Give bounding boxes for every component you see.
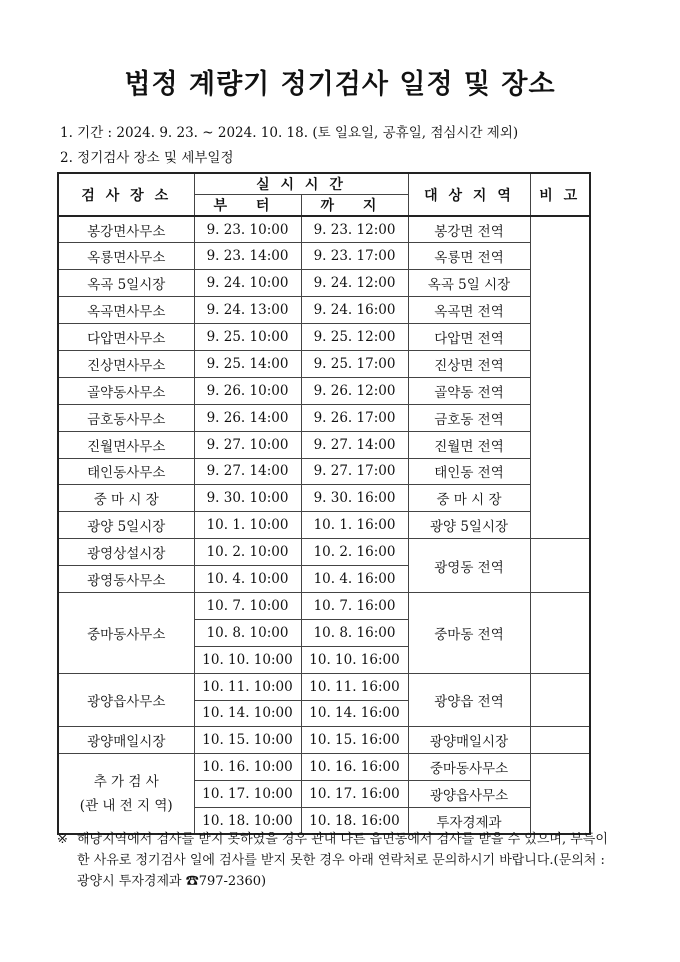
area-cell: 진월면 전역 (408, 431, 530, 458)
from-cell: 10. 7. 10:00 (194, 592, 301, 619)
place-cell: 중 마 시 장 (58, 485, 194, 512)
from-cell: 9. 30. 10:00 (194, 485, 301, 512)
place-cell: 광영동사무소 (58, 566, 194, 593)
table-row (58, 592, 590, 619)
area-cell: 금호동 전역 (408, 404, 530, 431)
place-cell: 옥곡면사무소 (58, 297, 194, 324)
note-cell (530, 673, 590, 727)
from-cell: 9. 23. 14:00 (194, 243, 301, 270)
note-cell (530, 592, 590, 673)
area-cell: 옥곡면 전역 (408, 297, 530, 324)
table-row (58, 404, 590, 431)
footnote-text: 해당지역에서 검사를 받지 못하였을 경우 관내 다른 읍면동에서 검사를 받을 수 있으며, 부득이한 사유로 정기검사 일에 검사를 받지 못한 경우 아래 연락처로 문의하시기 바랍니다.(문의처 : 광양시 투자경제과 ☎797-2360) (77, 832, 608, 889)
header-from: 부 터 (194, 195, 301, 217)
from-cell: 10. 17. 10:00 (194, 781, 301, 808)
footnote (57, 829, 617, 892)
table-row (58, 673, 590, 700)
from-cell: 9. 27. 14:00 (194, 458, 301, 485)
area-cell: 광양 5일시장 (408, 512, 530, 539)
page-title: 법정 계량기 정기검사 일정 및 장소 (124, 69, 556, 100)
area-cell: 봉강면 전역 (408, 216, 530, 243)
from-cell: 9. 27. 10:00 (194, 431, 301, 458)
from-cell: 10. 2. 10:00 (194, 539, 301, 566)
place-cell: 광양매일시장 (58, 727, 194, 754)
table-row (58, 431, 590, 458)
table-row (58, 270, 590, 297)
from-cell: 9. 25. 10:00 (194, 324, 301, 351)
to-cell: 9. 27. 17:00 (301, 458, 408, 485)
table-row (58, 539, 590, 566)
from-cell: 9. 24. 10:00 (194, 270, 301, 297)
from-cell: 10. 11. 10:00 (194, 673, 301, 700)
table-row (58, 243, 590, 270)
from-cell: 9. 26. 14:00 (194, 404, 301, 431)
area-cell: 진상면 전역 (408, 350, 530, 377)
to-cell: 10. 16. 16:00 (301, 754, 408, 781)
place-cell: 옥곡 5일시장 (58, 270, 194, 297)
place-cell: 광영상설시장 (58, 539, 194, 566)
place-cell: 다압면사무소 (58, 324, 194, 351)
table-row (58, 377, 590, 404)
from-cell: 10. 8. 10:00 (194, 619, 301, 646)
header-row (58, 173, 590, 195)
to-cell: 10. 11. 16:00 (301, 673, 408, 700)
place-cell: 태인동사무소 (58, 458, 194, 485)
from-cell: 9. 24. 13:00 (194, 297, 301, 324)
from-cell: 10. 18. 10:00 (194, 808, 301, 835)
from-cell: 9. 23. 10:00 (194, 216, 301, 243)
reference-mark: ※ (57, 832, 68, 847)
to-cell: 9. 26. 12:00 (301, 377, 408, 404)
table-row (58, 512, 590, 539)
to-cell: 9. 25. 17:00 (301, 350, 408, 377)
schedule-table (57, 172, 591, 835)
extra-label: 추 가 검 사 (93, 773, 159, 790)
area-cell: 중 마 시 장 (408, 485, 530, 512)
place-cell: 중마동사무소 (58, 592, 194, 673)
to-cell: 9. 25. 12:00 (301, 324, 408, 351)
area-cell: 광양매일시장 (408, 727, 530, 754)
note-cell (530, 754, 590, 835)
note-cell (530, 539, 590, 593)
header-schedule: 실 시 시 간 (194, 173, 408, 195)
area-cell: 중마동사무소 (408, 754, 530, 781)
area-cell: 태인동 전역 (408, 458, 530, 485)
to-cell: 9. 24. 12:00 (301, 270, 408, 297)
place-cell: 골약동사무소 (58, 377, 194, 404)
table-row (58, 216, 590, 243)
header-place: 검 사 장 소 (58, 173, 194, 216)
to-cell: 10. 10. 16:00 (301, 646, 408, 673)
area-cell: 광양읍 전역 (408, 673, 530, 727)
area-cell: 중마동 전역 (408, 592, 530, 673)
to-cell: 9. 24. 16:00 (301, 297, 408, 324)
place-cell: 진월면사무소 (58, 431, 194, 458)
table-row (58, 458, 590, 485)
area-cell: 골약동 전역 (408, 377, 530, 404)
from-cell: 10. 10. 10:00 (194, 646, 301, 673)
to-cell: 10. 8. 16:00 (301, 619, 408, 646)
note-cell (530, 727, 590, 754)
to-cell: 10. 14. 16:00 (301, 700, 408, 727)
from-cell: 10. 4. 10:00 (194, 566, 301, 593)
to-cell: 10. 7. 16:00 (301, 592, 408, 619)
place-cell: 금호동사무소 (58, 404, 194, 431)
to-cell: 10. 18. 16:00 (301, 808, 408, 835)
place-cell-extra (58, 754, 194, 835)
area-cell: 옥룡면 전역 (408, 243, 530, 270)
to-cell: 9. 23. 12:00 (301, 216, 408, 243)
table-row (58, 350, 590, 377)
note-cell (530, 216, 590, 539)
area-cell: 옥곡 5일 시장 (408, 270, 530, 297)
place-cell: 봉강면사무소 (58, 216, 194, 243)
table-row (58, 324, 590, 351)
inspection-period: 1. 기간 : 2024. 9. 23. ~ 2024. 10. 18. (토 일요일, 공휴일, 점심시간 제외) (60, 125, 519, 141)
to-cell: 10. 15. 16:00 (301, 727, 408, 754)
section-heading: 2. 정기검사 장소 및 세부일정 (60, 150, 234, 166)
header-note: 비 고 (530, 173, 590, 216)
to-cell: 10. 4. 16:00 (301, 566, 408, 593)
table-row (58, 485, 590, 512)
table-row (58, 297, 590, 324)
place-cell: 옥룡면사무소 (58, 243, 194, 270)
from-cell: 10. 14. 10:00 (194, 700, 301, 727)
to-cell: 10. 17. 16:00 (301, 781, 408, 808)
from-cell: 10. 16. 10:00 (194, 754, 301, 781)
place-cell: 광양 5일시장 (58, 512, 194, 539)
area-cell: 투자경제과 (408, 808, 530, 835)
from-cell: 9. 26. 10:00 (194, 377, 301, 404)
header-area: 대 상 지 역 (408, 173, 530, 216)
extra-sublabel: (관 내 전 지 역) (79, 797, 173, 814)
to-cell: 9. 26. 17:00 (301, 404, 408, 431)
to-cell: 9. 23. 17:00 (301, 243, 408, 270)
to-cell: 9. 30. 16:00 (301, 485, 408, 512)
place-cell: 진상면사무소 (58, 350, 194, 377)
place-cell: 광양읍사무소 (58, 673, 194, 727)
table-row (58, 727, 590, 754)
to-cell: 10. 1. 16:00 (301, 512, 408, 539)
from-cell: 10. 1. 10:00 (194, 512, 301, 539)
area-cell: 광영동 전역 (408, 539, 530, 593)
to-cell: 9. 27. 14:00 (301, 431, 408, 458)
from-cell: 10. 15. 10:00 (194, 727, 301, 754)
table-row (58, 754, 590, 781)
to-cell: 10. 2. 16:00 (301, 539, 408, 566)
area-cell: 다압면 전역 (408, 324, 530, 351)
from-cell: 9. 25. 14:00 (194, 350, 301, 377)
area-cell: 광양읍사무소 (408, 781, 530, 808)
header-to: 까 지 (301, 195, 408, 217)
